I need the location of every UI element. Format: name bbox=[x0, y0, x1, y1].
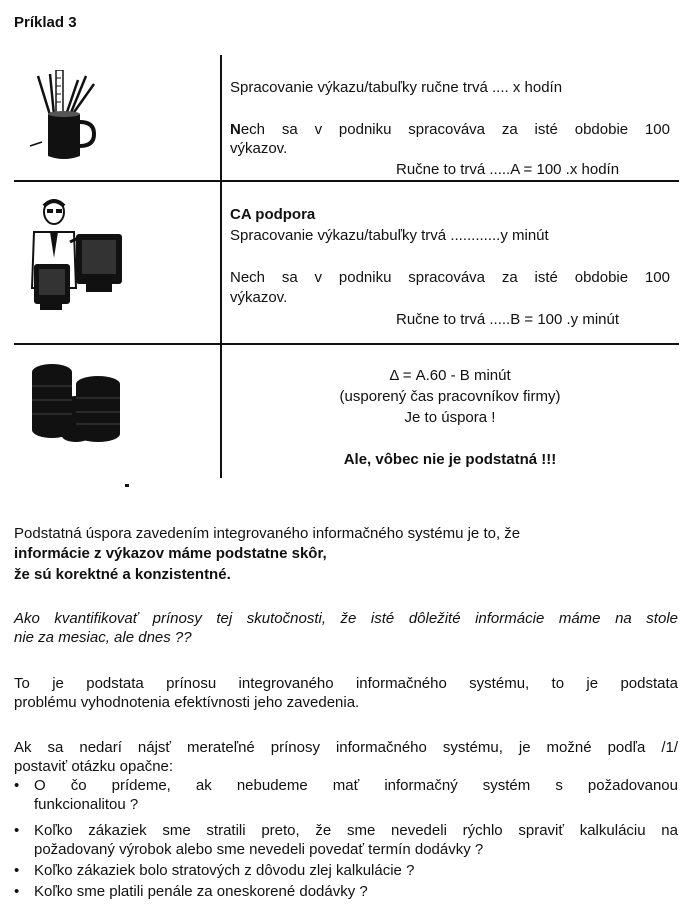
bullet-3-line1: Koľko zákaziek bolo stratových z dôvodu zlej kalkulácie ? bbox=[34, 862, 415, 879]
bullet-icon: • bbox=[14, 777, 20, 794]
table-row-divider bbox=[14, 343, 679, 345]
p4-line2: postaviť otázku opačne: bbox=[14, 758, 174, 775]
p1-line3: že sú korektné a konzistentné. bbox=[14, 566, 231, 583]
p1-line2: informácie z výkazov máme podstatne skôr, bbox=[14, 545, 327, 562]
s1-line3: výkazov. bbox=[230, 140, 288, 157]
s1-line4: Ručne to trvá .....A = 100 .x hodín bbox=[396, 161, 620, 178]
s1-line2 bbox=[230, 120, 670, 139]
p2-line1: Ako kvantifikovať prínosy tej skutočnosti, že isté dôležité informácie máme na stole bbox=[14, 610, 678, 627]
scan-speck bbox=[125, 484, 129, 487]
s2-line4: Ručne to trvá .....B = 100 .y minút bbox=[396, 311, 620, 328]
bullet-2-line1: Koľko zákaziek sme stratili preto, že sme nevedeli rýchlo spraviť kalkuláciu na bbox=[34, 822, 678, 839]
s3-savings: Je to úspora ! bbox=[404, 409, 496, 426]
bullet-4-line1: Koľko sme platili penále za oneskorené dodávky ? bbox=[34, 883, 368, 900]
s3-note: (usporený čas pracovníkov firmy) bbox=[339, 388, 561, 405]
s1-line1: Spracovanie výkazu/tabuľky ručne trvá .... x hodín bbox=[230, 79, 563, 96]
bullet-icon: • bbox=[14, 883, 20, 900]
s2-line3: výkazov. bbox=[230, 289, 288, 306]
bullet-2-line2: požadovaný výrobok alebo sme nevedeli povedať termín dodávky ? bbox=[34, 841, 484, 858]
s3-formula: Δ = A.60 - B minút bbox=[389, 367, 511, 384]
pencil-cup-illustration bbox=[28, 70, 113, 162]
s2-line2: Nech sa v podniku spracováva za isté obdobie 100 bbox=[230, 269, 670, 286]
s1-line2-lead: N bbox=[230, 121, 241, 138]
bullet-1-line2: funkcionalitou ? bbox=[34, 796, 139, 813]
bullet-icon: • bbox=[14, 862, 20, 879]
bullet-icon: • bbox=[14, 822, 20, 839]
p4-line1: Ak sa nedarí nájsť merateľné prínosy informačného systému, je možné podľa /1/ bbox=[14, 739, 678, 756]
table-vertical-divider bbox=[220, 55, 222, 478]
p1-line1: Podstatná úspora zavedením integrovaného informačného systému je to, že bbox=[14, 525, 521, 542]
p2-line2: nie za mesiac, ale dnes ?? bbox=[14, 629, 192, 646]
table-row-divider bbox=[14, 180, 679, 182]
p3-line2: problému vyhodnotenia efektívnosti jeho zavedenia. bbox=[14, 694, 360, 711]
p3-line1: To je podstata prínosu integrovaného informačného systému, to je podstata bbox=[14, 675, 678, 692]
s1-line2-rest: ech sa v podniku spracováva za isté obdobie 100 bbox=[240, 121, 670, 138]
s2-heading: CA podpora bbox=[230, 206, 316, 223]
page-title: Príklad 3 bbox=[14, 14, 77, 31]
coin-stacks-illustration bbox=[28, 362, 130, 446]
s2-line1: Spracovanie výkazu/tabuľky trvá ............y minút bbox=[230, 227, 549, 244]
office-worker-computers-illustration bbox=[26, 198, 138, 312]
s3-conclusion: Ale, vôbec nie je podstatná !!! bbox=[343, 451, 557, 468]
bullet-1-line1: O čo prídeme, ak nebudeme mať informačný systém s požadovanou bbox=[34, 777, 678, 794]
